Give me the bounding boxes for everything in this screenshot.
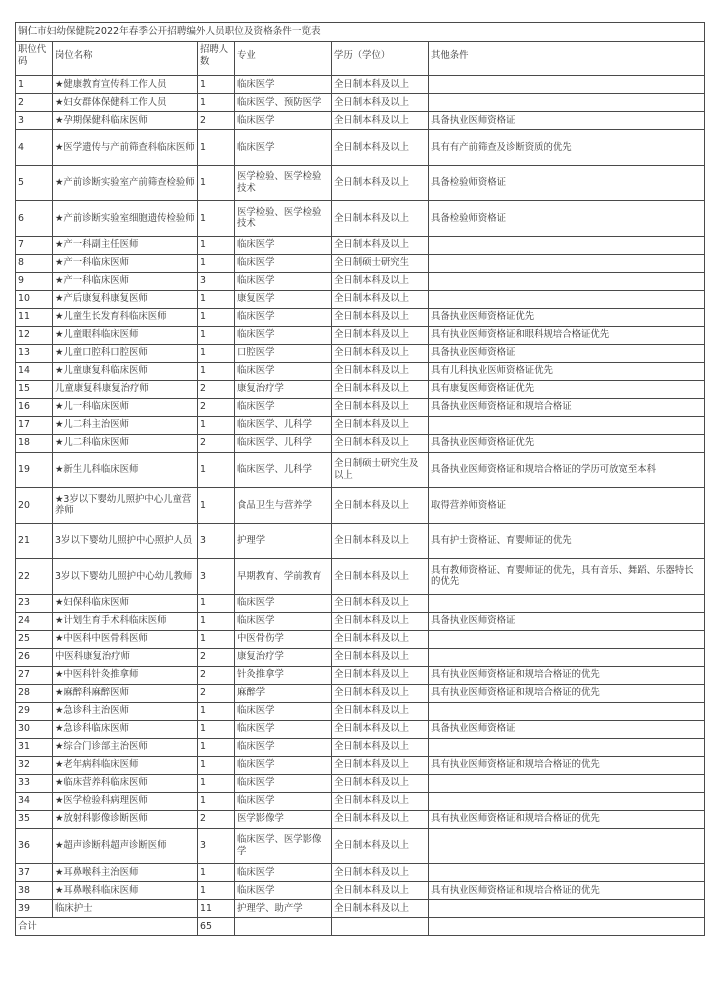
cell-major: 早期教育、学前教育 — [235, 559, 332, 595]
cell-code: 3 — [16, 112, 53, 130]
header-other: 其他条件 — [429, 39, 705, 73]
cell-count: 1 — [198, 130, 235, 166]
cell-code: 27 — [16, 666, 53, 684]
cell-count: 2 — [198, 810, 235, 828]
table-row — [16, 416, 705, 434]
cell-major: 康复医学 — [235, 290, 332, 308]
cell-major: 临床医学 — [235, 272, 332, 290]
cell-count: 1 — [198, 452, 235, 488]
cell-count: 11 — [198, 900, 235, 918]
cell-name: ★产一科临床医师 — [53, 272, 198, 290]
cell-name: ★产一科临床医师 — [53, 254, 198, 272]
cell-code: 36 — [16, 828, 53, 864]
table-row — [16, 648, 705, 666]
cell-other: 具有执业医师资格证和规培合格证的优先 — [429, 684, 705, 702]
cell-other: 具备执业医师资格证 — [429, 612, 705, 630]
cell-edu: 全日制硕士研究生及以上 — [332, 452, 429, 488]
cell-count: 1 — [198, 612, 235, 630]
cell-major: 临床医学 — [235, 594, 332, 612]
cell-edu: 全日制本科及以上 — [332, 523, 429, 559]
cell-edu: 全日制本科及以上 — [332, 112, 429, 130]
cell-name: ★综合门诊部主治医师 — [53, 738, 198, 756]
cell-code: 35 — [16, 810, 53, 828]
cell-code: 6 — [16, 201, 53, 237]
table-row — [16, 666, 705, 684]
cell-edu: 全日制本科及以上 — [332, 362, 429, 380]
cell-edu: 全日制本科及以上 — [332, 756, 429, 774]
cell-count: 1 — [198, 326, 235, 344]
table-row — [16, 362, 705, 380]
table-row — [16, 165, 705, 201]
table-row — [16, 900, 705, 918]
table-row — [16, 76, 705, 94]
cell-other: 具有执业医师资格证和规培合格证的优先 — [429, 756, 705, 774]
cell-other — [429, 792, 705, 810]
cell-edu: 全日制本科及以上 — [332, 559, 429, 595]
cell-name: ★老年病科临床医师 — [53, 756, 198, 774]
cell-edu: 全日制本科及以上 — [332, 488, 429, 524]
cell-major: 临床医学 — [235, 308, 332, 326]
table-row — [16, 290, 705, 308]
cell-code: 1 — [16, 76, 53, 94]
cell-edu: 全日制本科及以上 — [332, 828, 429, 864]
cell-name: ★耳鼻喉科临床医师 — [53, 882, 198, 900]
cell-edu: 全日制本科及以上 — [332, 344, 429, 362]
cell-edu: 全日制本科及以上 — [332, 94, 429, 112]
cell-code: 12 — [16, 326, 53, 344]
cell-major: 临床医学 — [235, 774, 332, 792]
cell-name: ★儿童眼科临床医师 — [53, 326, 198, 344]
cell-name: ★急诊科主治医师 — [53, 702, 198, 720]
cell-code: 29 — [16, 702, 53, 720]
cell-other: 具备执业医师资格证 — [429, 720, 705, 738]
cell-name: 临床护士 — [53, 900, 198, 918]
table-row — [16, 774, 705, 792]
table-row — [16, 380, 705, 398]
cell-major: 康复治疗学 — [235, 648, 332, 666]
cell-edu: 全日制本科及以上 — [332, 900, 429, 918]
cell-count: 2 — [198, 666, 235, 684]
cell-other — [429, 864, 705, 882]
cell-code: 9 — [16, 272, 53, 290]
table-row — [16, 201, 705, 237]
cell-major: 临床医学、儿科学 — [235, 452, 332, 488]
cell-code: 17 — [16, 416, 53, 434]
cell-name: ★医学检验科病理医师 — [53, 792, 198, 810]
cell-code: 34 — [16, 792, 53, 810]
cell-name: ★耳鼻喉科主治医师 — [53, 864, 198, 882]
table-row — [16, 720, 705, 738]
cell-name: ★产一科副主任医师 — [53, 236, 198, 254]
table-row — [16, 738, 705, 756]
total-count: 65 — [198, 918, 235, 936]
cell-code: 24 — [16, 612, 53, 630]
cell-edu: 全日制本科及以上 — [332, 76, 429, 94]
cell-major: 临床医学 — [235, 756, 332, 774]
cell-edu: 全日制本科及以上 — [332, 236, 429, 254]
table-row — [16, 308, 705, 326]
cell-count: 1 — [198, 236, 235, 254]
cell-major: 临床医学 — [235, 702, 332, 720]
cell-edu: 全日制本科及以上 — [332, 882, 429, 900]
cell-code: 28 — [16, 684, 53, 702]
cell-other — [429, 272, 705, 290]
cell-name: ★麻醉科麻醉医师 — [53, 684, 198, 702]
cell-other — [429, 416, 705, 434]
table-row — [16, 828, 705, 864]
cell-edu: 全日制本科及以上 — [332, 594, 429, 612]
cell-code: 31 — [16, 738, 53, 756]
cell-code: 22 — [16, 559, 53, 595]
cell-other: 具备执业医师资格证 — [429, 344, 705, 362]
cell-major: 临床医学 — [235, 738, 332, 756]
cell-count: 1 — [198, 488, 235, 524]
cell-major: 临床医学、预防医学 — [235, 94, 332, 112]
cell-count: 1 — [198, 344, 235, 362]
cell-count: 3 — [198, 272, 235, 290]
cell-other: 具备执业医师资格证优先 — [429, 308, 705, 326]
cell-code: 39 — [16, 900, 53, 918]
cell-edu: 全日制本科及以上 — [332, 165, 429, 201]
cell-other — [429, 738, 705, 756]
cell-code: 38 — [16, 882, 53, 900]
cell-count: 2 — [198, 112, 235, 130]
cell-name: ★放射科影像诊断医师 — [53, 810, 198, 828]
cell-name: 儿童康复科康复治疗师 — [53, 380, 198, 398]
cell-count: 1 — [198, 630, 235, 648]
cell-edu: 全日制本科及以上 — [332, 380, 429, 398]
cell-code: 18 — [16, 434, 53, 452]
table-row — [16, 488, 705, 524]
cell-name: ★儿童康复科临床医师 — [53, 362, 198, 380]
cell-edu: 全日制本科及以上 — [332, 720, 429, 738]
total-row — [16, 918, 705, 936]
cell-major: 临床医学 — [235, 398, 332, 416]
cell-count: 1 — [198, 94, 235, 112]
cell-major: 护理学、助产学 — [235, 900, 332, 918]
cell-edu: 全日制本科及以上 — [332, 702, 429, 720]
cell-name: ★孕期保健科临床医师 — [53, 112, 198, 130]
cell-count: 1 — [198, 864, 235, 882]
cell-major: 临床医学 — [235, 236, 332, 254]
cell-count: 1 — [198, 76, 235, 94]
cell-other: 具有执业医师资格证和眼科规培合格证优先 — [429, 326, 705, 344]
table-row — [16, 523, 705, 559]
cell-edu — [332, 918, 429, 936]
cell-major: 临床医学 — [235, 792, 332, 810]
cell-code: 8 — [16, 254, 53, 272]
cell-count: 1 — [198, 738, 235, 756]
cell-edu: 全日制本科及以上 — [332, 648, 429, 666]
cell-major: 护理学 — [235, 523, 332, 559]
cell-count: 2 — [198, 434, 235, 452]
cell-edu: 全日制本科及以上 — [332, 434, 429, 452]
cell-count: 1 — [198, 774, 235, 792]
cell-edu: 全日制本科及以上 — [332, 130, 429, 166]
cell-name: ★3岁以下婴幼儿照护中心儿童营养师 — [53, 488, 198, 524]
cell-name: ★医学遗传与产前筛查科临床医师 — [53, 130, 198, 166]
cell-count: 3 — [198, 828, 235, 864]
cell-edu: 全日制本科及以上 — [332, 738, 429, 756]
table-row — [16, 594, 705, 612]
cell-major — [235, 918, 332, 936]
table-row — [16, 130, 705, 166]
cell-code: 7 — [16, 236, 53, 254]
cell-code: 14 — [16, 362, 53, 380]
cell-code: 2 — [16, 94, 53, 112]
cell-major: 医学检验、医学检验技术 — [235, 165, 332, 201]
table-row — [16, 612, 705, 630]
cell-code: 13 — [16, 344, 53, 362]
cell-other: 具备执业医师资格证和规培合格证的学历可放宽至本科 — [429, 452, 705, 488]
cell-edu: 全日制本科及以上 — [332, 864, 429, 882]
cell-count: 1 — [198, 702, 235, 720]
cell-count: 1 — [198, 594, 235, 612]
cell-code: 32 — [16, 756, 53, 774]
cell-edu: 全日制本科及以上 — [332, 666, 429, 684]
table-row — [16, 684, 705, 702]
cell-name: ★妇女群体保健科工作人员 — [53, 94, 198, 112]
cell-edu: 全日制本科及以上 — [332, 416, 429, 434]
cell-count: 1 — [198, 416, 235, 434]
cell-other: 具备执业医师资格证和规培合格证 — [429, 398, 705, 416]
cell-name: ★儿二科临床医师 — [53, 434, 198, 452]
cell-name: 3岁以下婴幼儿照护中心照护人员 — [53, 523, 198, 559]
table-row — [16, 792, 705, 810]
cell-other: 具备执业医师资格证 — [429, 112, 705, 130]
cell-count: 1 — [198, 756, 235, 774]
total-label: 合计 — [16, 918, 198, 936]
cell-code: 10 — [16, 290, 53, 308]
cell-major: 医学影像学 — [235, 810, 332, 828]
cell-major: 临床医学、儿科学 — [235, 416, 332, 434]
cell-other: 具有执业医师资格证和规培合格证的优先 — [429, 810, 705, 828]
cell-other: 具有教师资格证、育婴师证的优先，具有音乐、舞蹈、乐器特长的优先 — [429, 559, 705, 595]
cell-name: ★儿一科临床医师 — [53, 398, 198, 416]
cell-code: 21 — [16, 523, 53, 559]
cell-code: 19 — [16, 452, 53, 488]
header-row — [16, 42, 705, 76]
cell-other — [429, 828, 705, 864]
cell-code: 4 — [16, 130, 53, 166]
cell-other — [429, 630, 705, 648]
cell-name: ★中医科中医骨科医师 — [53, 630, 198, 648]
table-row — [16, 559, 705, 595]
header-name: 岗位名称 — [53, 39, 198, 73]
cell-other: 具有康复医师资格证优先 — [429, 380, 705, 398]
cell-code: 5 — [16, 165, 53, 201]
cell-name: ★产前诊断实验室产前筛查检验师 — [53, 165, 198, 201]
cell-name: 3岁以下婴幼儿照护中心幼儿教师 — [53, 559, 198, 595]
cell-other: 具备检验师资格证 — [429, 165, 705, 201]
cell-count: 3 — [198, 559, 235, 595]
cell-major: 临床医学 — [235, 720, 332, 738]
table-row — [16, 864, 705, 882]
cell-name: ★急诊科临床医师 — [53, 720, 198, 738]
cell-major: 临床医学、儿科学 — [235, 434, 332, 452]
table-row — [16, 236, 705, 254]
cell-edu: 全日制本科及以上 — [332, 398, 429, 416]
cell-code: 26 — [16, 648, 53, 666]
cell-name: ★计划生育手术科临床医师 — [53, 612, 198, 630]
cell-major: 中医骨伤学 — [235, 630, 332, 648]
cell-count: 1 — [198, 882, 235, 900]
table-row — [16, 452, 705, 488]
cell-other: 具有执业医师资格证和规培合格证的优先 — [429, 882, 705, 900]
cell-code: 30 — [16, 720, 53, 738]
cell-count: 1 — [198, 201, 235, 237]
table-row — [16, 326, 705, 344]
cell-count: 2 — [198, 380, 235, 398]
header-count: 招聘人数 — [198, 39, 235, 73]
table-row — [16, 344, 705, 362]
header-edu: 学历（学位） — [332, 39, 429, 73]
cell-count: 1 — [198, 308, 235, 326]
header-major: 专业 — [235, 39, 332, 73]
cell-major: 医学检验、医学检验技术 — [235, 201, 332, 237]
cell-other: 取得营养师资格证 — [429, 488, 705, 524]
cell-name: ★妇保科临床医师 — [53, 594, 198, 612]
cell-count: 1 — [198, 720, 235, 738]
cell-edu: 全日制本科及以上 — [332, 272, 429, 290]
cell-edu: 全日制本科及以上 — [332, 612, 429, 630]
cell-count: 3 — [198, 523, 235, 559]
cell-major: 食品卫生与营养学 — [235, 488, 332, 524]
cell-major: 临床医学 — [235, 882, 332, 900]
cell-count: 1 — [198, 290, 235, 308]
cell-name: ★儿二科主治医师 — [53, 416, 198, 434]
cell-count: 1 — [198, 165, 235, 201]
table-row — [16, 882, 705, 900]
cell-other: 具备执业医师资格证优先 — [429, 434, 705, 452]
cell-other — [429, 648, 705, 666]
cell-other — [429, 94, 705, 112]
table-title: 铜仁市妇幼保健院2022年春季公开招聘编外人员职位及资格条件一览表 — [16, 23, 705, 42]
cell-name: ★产后康复科康复医师 — [53, 290, 198, 308]
cell-major: 临床医学 — [235, 864, 332, 882]
cell-code: 16 — [16, 398, 53, 416]
table-row — [16, 434, 705, 452]
cell-edu: 全日制本科及以上 — [332, 630, 429, 648]
table-row — [16, 272, 705, 290]
cell-name: ★产前诊断实验室细胞遗传检验师 — [53, 201, 198, 237]
cell-other: 具有执业医师资格证和规培合格证的优先 — [429, 666, 705, 684]
table-row — [16, 630, 705, 648]
cell-count: 2 — [198, 684, 235, 702]
cell-count: 1 — [198, 254, 235, 272]
cell-other — [429, 76, 705, 94]
table-row — [16, 702, 705, 720]
cell-major: 临床医学、医学影像学 — [235, 828, 332, 864]
cell-name: ★健康教育宣传科工作人员 — [53, 76, 198, 94]
cell-other — [429, 236, 705, 254]
cell-count: 2 — [198, 398, 235, 416]
cell-code: 33 — [16, 774, 53, 792]
cell-code: 23 — [16, 594, 53, 612]
cell-code: 20 — [16, 488, 53, 524]
cell-edu: 全日制本科及以上 — [332, 684, 429, 702]
cell-name: ★临床营养科临床医师 — [53, 774, 198, 792]
cell-name: ★超声诊断科超声诊断医师 — [53, 828, 198, 864]
cell-edu: 全日制本科及以上 — [332, 774, 429, 792]
header-code: 职位代码 — [16, 39, 53, 73]
cell-other: 具有儿科执业医师资格证优先 — [429, 362, 705, 380]
cell-edu: 全日制本科及以上 — [332, 290, 429, 308]
cell-other: 具备检验师资格证 — [429, 201, 705, 237]
cell-count: 1 — [198, 792, 235, 810]
cell-other — [429, 702, 705, 720]
table-row — [16, 254, 705, 272]
cell-major: 针灸推拿学 — [235, 666, 332, 684]
cell-major: 临床医学 — [235, 612, 332, 630]
cell-edu: 全日制本科及以上 — [332, 201, 429, 237]
cell-major: 康复治疗学 — [235, 380, 332, 398]
cell-major: 临床医学 — [235, 254, 332, 272]
cell-code: 11 — [16, 308, 53, 326]
cell-other — [429, 774, 705, 792]
cell-other — [429, 254, 705, 272]
cell-name: ★儿童生长发育科临床医师 — [53, 308, 198, 326]
cell-other — [429, 290, 705, 308]
cell-major: 临床医学 — [235, 362, 332, 380]
cell-count: 1 — [198, 362, 235, 380]
cell-code: 37 — [16, 864, 53, 882]
table-row — [16, 112, 705, 130]
cell-major: 临床医学 — [235, 76, 332, 94]
cell-edu: 全日制本科及以上 — [332, 326, 429, 344]
cell-other — [429, 918, 705, 936]
cell-major: 口腔医学 — [235, 344, 332, 362]
cell-other — [429, 594, 705, 612]
cell-name: ★儿童口腔科口腔医师 — [53, 344, 198, 362]
cell-other — [429, 900, 705, 918]
cell-major: 临床医学 — [235, 112, 332, 130]
table-row — [16, 398, 705, 416]
cell-major: 临床医学 — [235, 326, 332, 344]
cell-major: 麻醉学 — [235, 684, 332, 702]
table-row — [16, 756, 705, 774]
cell-edu: 全日制本科及以上 — [332, 792, 429, 810]
cell-count: 2 — [198, 648, 235, 666]
cell-other: 具有有产前筛查及诊断资质的优先 — [429, 130, 705, 166]
cell-major: 临床医学 — [235, 130, 332, 166]
cell-name: 中医科康复治疗师 — [53, 648, 198, 666]
recruitment-table — [15, 22, 705, 936]
cell-other: 具有护士资格证、育婴师证的优先 — [429, 523, 705, 559]
cell-code: 25 — [16, 630, 53, 648]
cell-edu: 全日制本科及以上 — [332, 308, 429, 326]
cell-name: ★新生儿科临床医师 — [53, 452, 198, 488]
cell-edu: 全日制本科及以上 — [332, 810, 429, 828]
table-row — [16, 94, 705, 112]
cell-name: ★中医科针灸推拿师 — [53, 666, 198, 684]
cell-edu: 全日制硕士研究生 — [332, 254, 429, 272]
table-row — [16, 810, 705, 828]
cell-code: 15 — [16, 380, 53, 398]
